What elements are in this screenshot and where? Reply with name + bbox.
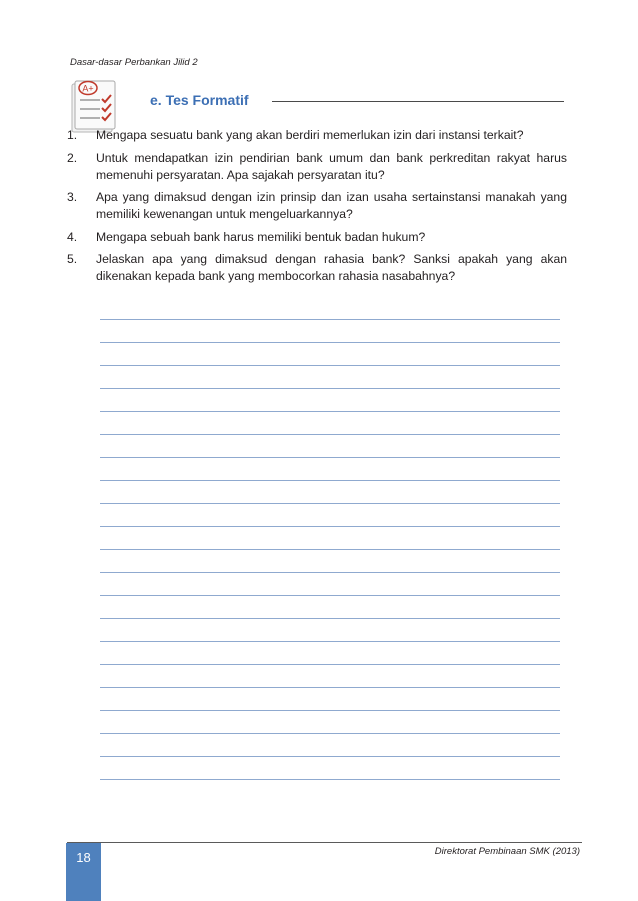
question-text: Mengapa sebuah bank harus memiliki bentuk badan hukum? bbox=[96, 229, 426, 244]
page-number-tab bbox=[66, 843, 101, 901]
page-number: 18 bbox=[76, 850, 91, 865]
question-item bbox=[67, 229, 567, 246]
question-item bbox=[67, 189, 567, 223]
question-item bbox=[67, 251, 567, 285]
running-header: Dasar-dasar Perbankan Jilid 2 bbox=[70, 57, 198, 68]
question-item bbox=[67, 127, 567, 144]
heading-rule bbox=[272, 101, 564, 102]
question-number: 1. bbox=[67, 128, 78, 142]
question-number: 2. bbox=[67, 150, 78, 165]
question-text: Untuk mendapatkan izin pendirian bank umum dan bank perkreditan rakyat harus memenuhi persyaratan. Apa sajakah persyaratan itu? bbox=[96, 150, 567, 182]
question-text: Mengapa sesuatu bank yang akan berdiri memerlukan izin dari instansi terkait? bbox=[96, 128, 524, 142]
answer-lines[interactable] bbox=[100, 319, 560, 809]
question-item bbox=[67, 150, 567, 184]
question-number: 5. bbox=[67, 252, 78, 266]
question-number: 3. bbox=[67, 190, 78, 204]
section-heading: e. Tes Formatif bbox=[150, 92, 249, 108]
question-text: Apa yang dimaksud dengan izin prinsip dan izan usaha sertainstansi manakah yang memiliki kewenangan untuk mengeluarkannya? bbox=[96, 190, 567, 221]
svg-text:A+: A+ bbox=[82, 83, 94, 94]
question-number: 4. bbox=[67, 229, 78, 244]
footer-publisher: Direktorat Pembinaan SMK (2013) bbox=[434, 846, 580, 857]
footer-rule bbox=[67, 842, 582, 843]
graded-test-icon bbox=[68, 78, 142, 134]
question-text: Jelaskan apa yang dimaksud dengan rahasia bank? Sanksi apakah yang akan dikenakan kepada bank yang membocorkan rahasia nasabahnya? bbox=[96, 252, 567, 283]
question-list bbox=[67, 127, 567, 291]
